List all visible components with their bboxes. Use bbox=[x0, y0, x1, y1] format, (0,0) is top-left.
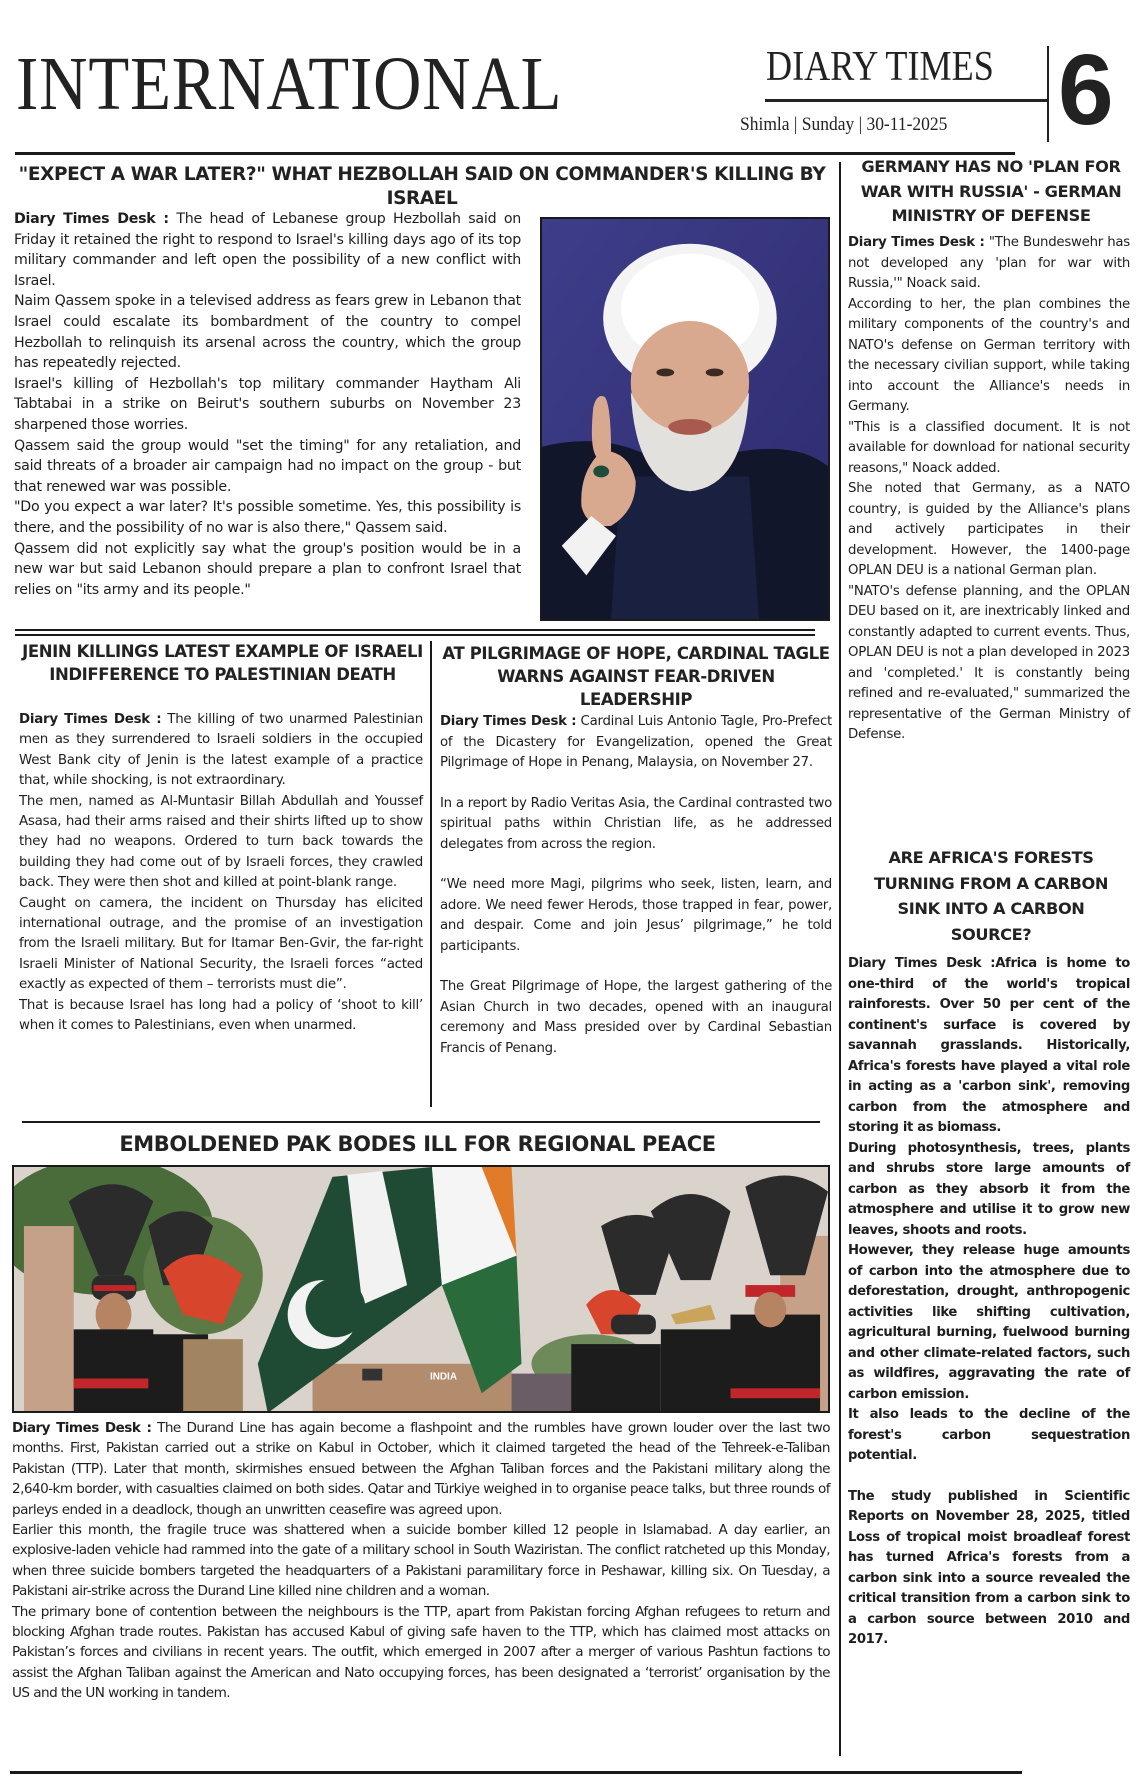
article-body: Diary Times Desk : The Durand Line has again become a flashpoint and the rumbles have grown louder over the last two months. First, Pakistan carried out a strike on Kabul in October, which it claimed targeted the head of the Tehreek-e-Taliban Pakistan (TTP). Later that month, skirmishes ensued between the Afghan Taliban forces and the Pakistani military along the 2,640-km border, with casualties claimed on both sides. Qatar and Türkiye weighed in to organise peace talks, but three rounds of parleys ended in a deadlock, though an unwritten ceasefire was agreed upon. Earlier this month, the fragile truce was shattered when a suicide bomber killed 12 people in Islamabad. A day earlier, an explosive-laden vehicle had rammed into the gate of a military school in South Waziristan. The conflict ratcheted up this Monday, when three suicide bombers targeted the headquarters of a Pakistani paramilitary force in Peshawar, killing six. On Tuesday, a Pakistani air-strike across the Durand Line killed nine children and a woman. The primary bone of contention between the neighbours is the TTP, apart from Pakistan forcing Afghan refugees to return and blocking Afghan trade routes. Pakistan has accused Kabul of giving safe haven to the TTP, which has claimed most attacks on Pakistan’s forces and civilians in recent years. The outfit, which emerged in 2007 after a merger of various Pashtun factions to assist the Afghan Taliban against the American and Nato occupying forces, has been designated a ‘terrorist’ organisation by the US and the UN working in tandem. bbox=[12, 1420, 830, 1702]
desk-credit: Diary Times Desk : bbox=[848, 235, 985, 250]
section-rule bbox=[22, 1121, 820, 1123]
headline: ARE AFRICA'S FORESTS TURNING FROM A CARBON SINK INTO A CARBON SOURCE? bbox=[873, 848, 1108, 944]
masthead-rule bbox=[765, 99, 1048, 102]
article-body: Diary Times Desk :Africa is home to one-third of the world's tropical rainforests. Over 50 per cent of the continent's surface is covered by savannah grasslands. Historically, Africa's forests have played a vital role in acting as a 'carbon sink', removing carbon from the atmosphere and storing it as biomass. During photosynthesis, trees, plants and shrubs store large amounts of carbon as they absorb it from the atmosphere and utilise it to grow new leaves, shoots and roots. However, they release huge amounts of carbon into the atmosphere due to deforestation, drought, anthropogenic activities like shifting cultivation, agricultural burning, fuelwood burning and other climate-related factors, such as wildfires, aggravating the rate of carbon emission. It also leads to the decline of the forest's carbon sequestration potential. The study published in Scientific Reports on November 28, 2025, titled Loss of tropical moist broadleaf forest has turned Africa's forests from a carbon sink into a source revealed the critical transition from a carbon sink to a carbon source between 2010 and 2017. bbox=[848, 956, 1130, 1647]
article-body: Diary Times Desk : The head of Lebanese group Hezbollah said on Friday it retained the right to respond to Israel's killing days ago of its top military commander and left open the possibility of a new conflict with Israel. Naim Qassem spoke in a televised address as fears grew in Lebanon that Israel could escalate its bombardment of the country to compel Hezbollah to relinquish its arsenal across the country, which the group has repeatedly rejected. Israel's killing of Hezbollah's top military commander Haytham Ali Tabtabai in a strike on Beirut's southern suburbs on November 23 sharpened those worries. Qassem said the group would "set the timing" for any retaliation, and said threats of a broader air campaign had no impact on the group - but that renewed war was possible. "Do you expect a war later? It's possible sometime. Yes, this possibility is there, and the possibility of no war is also there," Qassem said. Qassem did not explicitly say what the group's position would be in a new war but said Lebanon should prepare a plan to confront Israel that relies on "its army and its people." bbox=[14, 211, 521, 598]
page-number: 6 bbox=[1058, 34, 1114, 146]
right-column-rule bbox=[839, 162, 841, 1756]
gate-sign: INDIA bbox=[429, 1371, 457, 1383]
article-body: Diary Times Desk : Cardinal Luis Antonio Tagle, Pro-Prefect of the Dicastery for Evangelization, opened the Great Pilgrimage of Hope in Penang, Malaysia, on November 27. In a report by Radio Veritas Asia, the Cardinal contrasted two spiritual paths within Christian life, as he addressed delegates from across the region. “We need more Magi, pilgrims who seek, listen, learn, and adore. We need fewer Herods, those trapped in fear, power, and despair. Come and join Jesus’ pilgrimage,” he told participants. The Great Pilgrimage of Hope, the largest gathering of the Asian Church in two decades, opened with an inaugural ceremony and Mass presided over by Cardinal Sebastian Francis of Penang. bbox=[440, 714, 832, 1056]
desk-credit: Diary Times Desk : bbox=[14, 211, 169, 227]
headline: AT PILGRIMAGE OF HOPE, CARDINAL TAGLE WARNS AGAINST FEAR-DRIVEN LEADERSHIP bbox=[442, 644, 830, 709]
desk-credit: Diary Times Desk : bbox=[848, 956, 996, 971]
desk-credit: Diary Times Desk : bbox=[440, 714, 577, 729]
headline: "EXPECT A WAR LATER?" WHAT HEZBOLLAH SAID ON COMMANDER'S KILLING BY ISRAEL bbox=[18, 164, 826, 209]
article-body: Diary Times Desk : "The Bundeswehr has not developed any 'plan for war with Russia,'" Noack said. According to her, the plan combines the military components of the country's and NATO's defense on German territory with the necessary civilian support, while taking into account the Alliance's needs in Germany. "This is a classified document. It is not available for download for national security reasons," Noack added. She noted that Germany, as a NATO country, is guided by the Alliance's plans and actively participates in their development. However, the 1400-page OPLAN DEU is a national German plan. "NATO's defense planning, and the OPLAN DEU based on it, are inextricably linked and constantly adapted to current events. Thus, OPLAN DEU is not a plan developed in 2023 and 'completed.' It is constantly being refined and re-evaluated," summarized the representative of the German Ministry of Defense. bbox=[848, 235, 1130, 742]
section-double-rule bbox=[15, 634, 815, 636]
paragraph-gap bbox=[440, 855, 832, 875]
headline: GERMANY HAS NO 'PLAN FOR WAR WITH RUSSIA' - GERMAN MINISTRY OF DEFENSE bbox=[860, 157, 1122, 225]
wagah-ceremony-photo bbox=[12, 1165, 830, 1413]
edition-line: Shimla | Sunday | 30-11-2025 bbox=[740, 114, 948, 135]
masthead-divider bbox=[1047, 46, 1049, 142]
portrait-image bbox=[542, 219, 828, 619]
bottom-rule bbox=[10, 1771, 1022, 1774]
column-rule bbox=[430, 641, 432, 1107]
hezbollah-photo bbox=[540, 217, 830, 621]
paper-name: DIARY TIMES bbox=[766, 44, 994, 90]
ceremony-image bbox=[14, 1167, 828, 1411]
section-double-rule bbox=[15, 629, 815, 631]
desk-credit: Diary Times Desk : bbox=[19, 712, 162, 727]
headline: JENIN KILLINGS LATEST EXAMPLE OF ISRAELI INDIFFERENCE TO PALESTINIAN DEATH bbox=[22, 642, 423, 684]
paragraph-gap bbox=[848, 1467, 1130, 1487]
paragraph-gap bbox=[440, 774, 832, 794]
paragraph-gap bbox=[440, 957, 832, 977]
article-body: Diary Times Desk : The killing of two unarmed Palestinian men as they surrendered to Israeli soldiers in the occupied West Bank city of Jenin is the latest example of a practice that, while shocking, is not extraordinary. The men, named as Al-Muntasir Billah Abdullah and Youssef Asasa, had their arms raised and their shirts lifted up to show they had no weapons. Ordered to turn back towards the building they had come out of by Israeli forces, they crawled back. They were then shot and killed at point-blank range. Caught on camera, the incident on Thursday has elicited international outrage, and the promise of an investigation from the Israeli military. But for Itamar Ben-Gvir, the far-right Israeli Minister of National Security, the Israeli forces “acted exactly as expected of them – terrorists must die”. That is because Israel has long had a policy of ‘shoot to kill’ when it comes to Palestinians, even when unarmed. bbox=[19, 712, 424, 1034]
headline: EMBOLDENED PAK BODES ILL FOR REGIONAL PEACE bbox=[119, 1132, 716, 1156]
desk-credit: Diary Times Desk : bbox=[12, 1420, 152, 1436]
section-title: INTERNATIONAL bbox=[16, 42, 563, 126]
